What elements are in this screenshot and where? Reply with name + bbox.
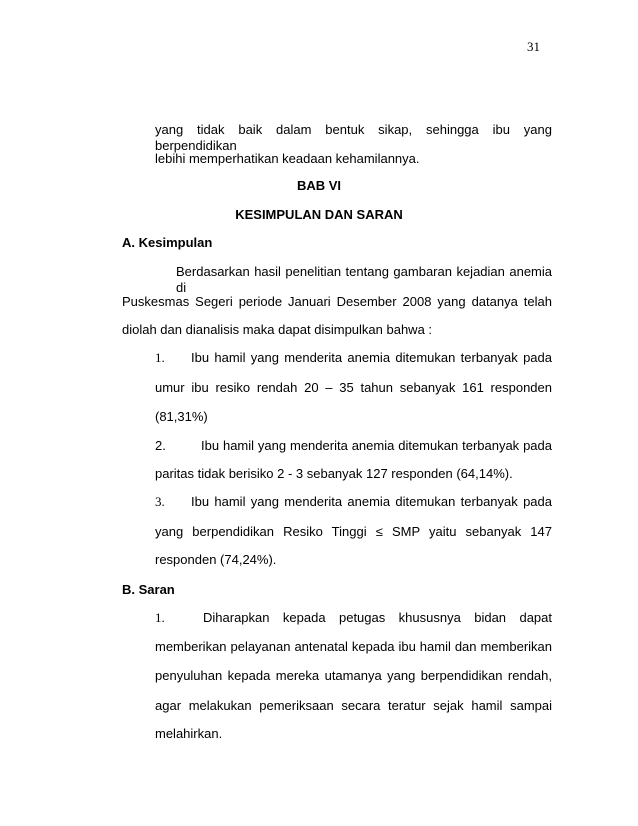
conclusion-item-1-line-2: umur ibu resiko rendah 20 – 35 tahun sebanyak 161 responden xyxy=(155,380,552,395)
conclusion-item-2-number: 2. xyxy=(155,438,166,453)
conclusion-item-2 xyxy=(155,438,552,454)
conclusion-item-3 xyxy=(155,494,552,510)
conclusion-item-1-line-1: Ibu hamil yang menderita anemia ditemukan terbanyak pada xyxy=(191,350,552,365)
conclusion-item-3-line-1: Ibu hamil yang menderita anemia ditemukan terbanyak pada xyxy=(191,494,552,509)
chapter-title: KESIMPULAN DAN SARAN xyxy=(235,207,403,222)
suggestion-item-1 xyxy=(155,610,552,626)
conclusion-item-2-line-2: paritas tidak berisiko 2 - 3 sebanyak 127 responden (64,14%). xyxy=(155,466,513,481)
conclusion-item-2-line-1: Ibu hamil yang menderita anemia ditemukan terbanyak pada xyxy=(201,438,552,453)
section-a-heading: A. Kesimpulan xyxy=(122,235,213,250)
conclusion-item-1-line-3: (81,31%) xyxy=(155,409,208,424)
conclusion-item-1-number: 1. xyxy=(155,350,165,365)
conclusion-item-3-line-3: responden (74,24%). xyxy=(155,552,277,567)
page-number: 31 xyxy=(527,39,540,54)
section-a-para-line-1: Berdasarkan hasil penelitian tentang gambaran kejadian anemia di xyxy=(176,264,552,295)
section-b-heading: B. Saran xyxy=(122,582,175,597)
conclusion-item-1 xyxy=(155,350,552,366)
suggestion-item-1-number: 1. xyxy=(155,610,165,625)
suggestion-item-1-line-2: memberikan pelayanan antenatal kepada ibu hamil dan memberikan xyxy=(155,639,552,654)
suggestion-item-1-line-5: melahirkan. xyxy=(155,726,223,741)
section-a-para-line-2: Puskesmas Segeri periode Januari Desember 2008 yang datanya telah xyxy=(122,294,552,309)
suggestion-item-1-line-3: penyuluhan kepada mereka utamanya yang berpendidikan rendah, xyxy=(155,668,552,683)
suggestion-item-1-line-1: Diharapkan kepada petugas khususnya bidan dapat xyxy=(203,610,552,625)
conclusion-item-3-number: 3. xyxy=(155,494,165,509)
chapter-label: BAB VI xyxy=(296,178,342,193)
section-a-para-line-3: diolah dan dianalisis maka dapat disimpulkan bahwa : xyxy=(122,322,433,337)
intro-line-1: yang tidak baik dalam bentuk sikap, sehingga ibu yang berpendidikan xyxy=(155,122,552,153)
intro-line-2: lebihi memperhatikan keadaan kehamilannya. xyxy=(155,151,420,166)
suggestion-item-1-line-4: agar melakukan pemeriksaan secara teratur sejak hamil sampai xyxy=(155,698,552,713)
conclusion-item-3-line-2: yang berpendidikan Resiko Tinggi ≤ SMP yaitu sebanyak 147 xyxy=(155,524,552,539)
